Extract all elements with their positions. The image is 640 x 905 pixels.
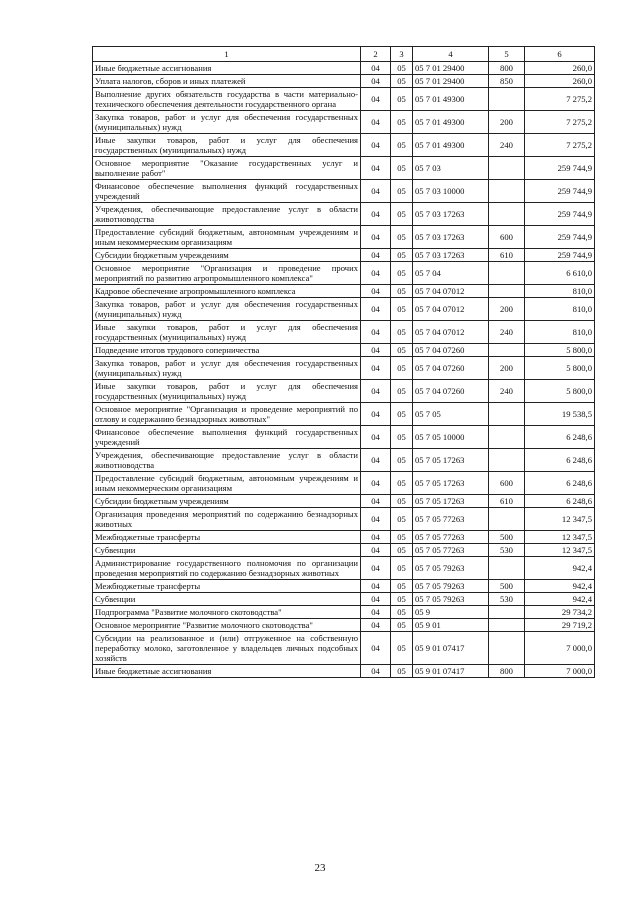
row-section: 04: [361, 226, 391, 249]
row-expense-type: 600: [489, 226, 525, 249]
row-target-code: 05 7 05 17263: [413, 449, 489, 472]
table-row: [93, 606, 595, 619]
row-section: 04: [361, 62, 391, 75]
table-row: [93, 531, 595, 544]
row-section: 04: [361, 593, 391, 606]
row-target-code: 05 7 04: [413, 262, 489, 285]
row-section: 04: [361, 426, 391, 449]
row-subsection: 05: [391, 403, 413, 426]
row-amount: 942,4: [525, 593, 595, 606]
row-expense-type: [489, 203, 525, 226]
row-expense-type: [489, 403, 525, 426]
row-amount: 942,4: [525, 580, 595, 593]
row-target-code: 05 7 03 17263: [413, 249, 489, 262]
row-name: Предоставление субсидий бюджетным, автономным учреждениям и иным некоммерческим организациям: [93, 472, 361, 495]
row-subsection: 05: [391, 593, 413, 606]
row-expense-type: [489, 632, 525, 665]
row-amount: 810,0: [525, 321, 595, 344]
table-row: [93, 62, 595, 75]
row-section: 04: [361, 344, 391, 357]
row-expense-type: 530: [489, 593, 525, 606]
row-target-code: 05 7 05 10000: [413, 426, 489, 449]
table-row: [93, 632, 595, 665]
row-amount: 5 800,0: [525, 357, 595, 380]
row-subsection: 05: [391, 557, 413, 580]
row-amount: 5 800,0: [525, 380, 595, 403]
row-amount: 29 719,2: [525, 619, 595, 632]
row-section: 04: [361, 285, 391, 298]
row-amount: 7 000,0: [525, 632, 595, 665]
row-section: 04: [361, 298, 391, 321]
table-row: [93, 344, 595, 357]
row-name: Межбюджетные трансферты: [93, 531, 361, 544]
row-target-code: 05 7 05 79263: [413, 593, 489, 606]
table-row: [93, 75, 595, 88]
row-target-code: 05 7 04 07012: [413, 298, 489, 321]
row-target-code: 05 7 01 49300: [413, 88, 489, 111]
page-number: 23: [314, 862, 326, 874]
table-row: [93, 557, 595, 580]
row-amount: 7 275,2: [525, 134, 595, 157]
row-expense-type: 800: [489, 665, 525, 678]
row-target-code: 05 7 05 79263: [413, 580, 489, 593]
row-amount: 5 800,0: [525, 344, 595, 357]
table-row: [93, 157, 595, 180]
header-col-4: 4: [413, 47, 489, 62]
row-expense-type: 240: [489, 380, 525, 403]
row-name: Кадровое обеспечение агропромышленного комплекса: [93, 285, 361, 298]
row-amount: 260,0: [525, 75, 595, 88]
row-amount: 259 744,9: [525, 157, 595, 180]
table-row: [93, 495, 595, 508]
row-section: 04: [361, 321, 391, 344]
row-target-code: 05 7 03: [413, 157, 489, 180]
row-expense-type: [489, 557, 525, 580]
row-subsection: 05: [391, 495, 413, 508]
row-amount: 6 610,0: [525, 262, 595, 285]
row-subsection: 05: [391, 180, 413, 203]
row-target-code: 05 7 05 77263: [413, 544, 489, 557]
row-expense-type: 610: [489, 249, 525, 262]
row-subsection: 05: [391, 75, 413, 88]
table-row: [93, 580, 595, 593]
row-section: 04: [361, 606, 391, 619]
table-row: [93, 449, 595, 472]
row-target-code: 05 7 03 17263: [413, 226, 489, 249]
table-row: [93, 593, 595, 606]
table-row: [93, 203, 595, 226]
row-name: Выполнение других обязательств государства в части материально-технического обеспечения деятельности государственного органа: [93, 88, 361, 111]
row-section: 04: [361, 472, 391, 495]
row-name: Учреждения, обеспечивающие предоставление услуг в области животноводства: [93, 203, 361, 226]
row-name: Учреждения, обеспечивающие предоставление услуг в области животноводства: [93, 449, 361, 472]
row-amount: 6 248,6: [525, 449, 595, 472]
row-target-code: 05 7 05 17263: [413, 495, 489, 508]
row-name: Предоставление субсидий бюджетным, автономным учреждениям и иным некоммерческим организациям: [93, 226, 361, 249]
row-amount: 7 275,2: [525, 111, 595, 134]
row-subsection: 05: [391, 111, 413, 134]
row-section: 04: [361, 380, 391, 403]
header-col-6: 6: [525, 47, 595, 62]
row-amount: 6 248,6: [525, 472, 595, 495]
row-target-code: 05 9 01: [413, 619, 489, 632]
row-target-code: 05 7 05: [413, 403, 489, 426]
row-amount: 12 347,5: [525, 508, 595, 531]
row-amount: 810,0: [525, 298, 595, 321]
row-name: Иные бюджетные ассигнования: [93, 62, 361, 75]
header-col-2: 2: [361, 47, 391, 62]
row-expense-type: 240: [489, 321, 525, 344]
row-target-code: 05 9 01 07417: [413, 665, 489, 678]
row-section: 04: [361, 357, 391, 380]
row-subsection: 05: [391, 449, 413, 472]
row-subsection: 05: [391, 321, 413, 344]
row-name: Иные бюджетные ассигнования: [93, 665, 361, 678]
row-target-code: 05 7 05 77263: [413, 508, 489, 531]
table-row: [93, 226, 595, 249]
header-col-5: 5: [489, 47, 525, 62]
row-section: 04: [361, 262, 391, 285]
header-col-1: 1: [93, 47, 361, 62]
row-expense-type: [489, 344, 525, 357]
row-target-code: 05 9: [413, 606, 489, 619]
row-section: 04: [361, 157, 391, 180]
row-expense-type: [489, 508, 525, 531]
row-target-code: 05 9 01 07417: [413, 632, 489, 665]
row-subsection: 05: [391, 357, 413, 380]
row-subsection: 05: [391, 88, 413, 111]
row-expense-type: [489, 285, 525, 298]
row-expense-type: [489, 606, 525, 619]
row-name: Закупка товаров, работ и услуг для обеспечения государственных (муниципальных) нужд: [93, 357, 361, 380]
row-section: 04: [361, 544, 391, 557]
table-row: [93, 321, 595, 344]
row-expense-type: [489, 88, 525, 111]
row-subsection: 05: [391, 632, 413, 665]
table-row: [93, 508, 595, 531]
row-expense-type: 240: [489, 134, 525, 157]
row-target-code: 05 7 04 07260: [413, 380, 489, 403]
table-row: [93, 134, 595, 157]
table-row: [93, 403, 595, 426]
table-row: [93, 249, 595, 262]
row-section: 04: [361, 531, 391, 544]
table-body: [93, 62, 595, 678]
table-row: [93, 180, 595, 203]
row-expense-type: [489, 262, 525, 285]
row-target-code: 05 7 04 07260: [413, 357, 489, 380]
row-expense-type: 600: [489, 472, 525, 495]
row-expense-type: 610: [489, 495, 525, 508]
table-row: [93, 380, 595, 403]
row-expense-type: 200: [489, 298, 525, 321]
row-subsection: 05: [391, 544, 413, 557]
row-subsection: 05: [391, 426, 413, 449]
row-amount: 7 275,2: [525, 88, 595, 111]
row-subsection: 05: [391, 344, 413, 357]
row-subsection: 05: [391, 580, 413, 593]
row-amount: 12 347,5: [525, 544, 595, 557]
table-row: [93, 262, 595, 285]
row-amount: 260,0: [525, 62, 595, 75]
row-name: Финансовое обеспечение выполнения функций государственных учреждений: [93, 180, 361, 203]
row-subsection: 05: [391, 472, 413, 495]
row-section: 04: [361, 249, 391, 262]
row-section: 04: [361, 665, 391, 678]
row-target-code: 05 7 05 77263: [413, 531, 489, 544]
row-target-code: 05 7 01 49300: [413, 111, 489, 134]
row-name: Субвенции: [93, 593, 361, 606]
row-name: Субсидии бюджетным учреждениям: [93, 495, 361, 508]
row-name: Межбюджетные трансферты: [93, 580, 361, 593]
row-amount: 259 744,9: [525, 249, 595, 262]
table-row: [93, 426, 595, 449]
row-target-code: 05 7 03 17263: [413, 203, 489, 226]
row-expense-type: 850: [489, 75, 525, 88]
row-subsection: 05: [391, 298, 413, 321]
row-target-code: 05 7 01 49300: [413, 134, 489, 157]
row-amount: 12 347,5: [525, 531, 595, 544]
row-name: Иные закупки товаров, работ и услуг для обеспечения государственных (муниципальных) нужд: [93, 380, 361, 403]
table-row: [93, 665, 595, 678]
row-target-code: 05 7 01 29400: [413, 62, 489, 75]
row-name: Основное мероприятие "Оказание государственных услуг и выполнение работ": [93, 157, 361, 180]
row-name: Основное мероприятие "Организация и проведение мероприятий по отлову и содержанию безнадзорных животных": [93, 403, 361, 426]
row-target-code: 05 7 01 29400: [413, 75, 489, 88]
row-name: Организация проведения мероприятий по содержанию безнадзорных животных: [93, 508, 361, 531]
row-expense-type: 200: [489, 111, 525, 134]
row-subsection: 05: [391, 226, 413, 249]
row-expense-type: [489, 619, 525, 632]
row-subsection: 05: [391, 157, 413, 180]
row-name: Закупка товаров, работ и услуг для обеспечения государственных (муниципальных) нужд: [93, 111, 361, 134]
table-row: [93, 298, 595, 321]
row-name: Субвенции: [93, 544, 361, 557]
row-name: Основное мероприятие "Организация и проведение прочих мероприятий по развитию агропромышленного комплекса": [93, 262, 361, 285]
row-section: 04: [361, 75, 391, 88]
row-subsection: 05: [391, 62, 413, 75]
row-subsection: 05: [391, 203, 413, 226]
row-section: 04: [361, 508, 391, 531]
row-name: Администрирование государственного полномочия по организации проведения мероприятий по содержанию безнадзорных животных: [93, 557, 361, 580]
row-name: Иные закупки товаров, работ и услуг для обеспечения государственных (муниципальных) нужд: [93, 134, 361, 157]
row-target-code: 05 7 04 07012: [413, 321, 489, 344]
row-subsection: 05: [391, 619, 413, 632]
budget-table: [92, 46, 595, 678]
table-row: [93, 472, 595, 495]
row-expense-type: 530: [489, 544, 525, 557]
row-amount: 29 734,2: [525, 606, 595, 619]
row-target-code: 05 7 04 07012: [413, 285, 489, 298]
table-row: [93, 88, 595, 111]
row-amount: 6 248,6: [525, 495, 595, 508]
row-expense-type: [489, 426, 525, 449]
row-expense-type: 800: [489, 62, 525, 75]
row-target-code: 05 7 05 79263: [413, 557, 489, 580]
row-name: Подведение итогов трудового соперничества: [93, 344, 361, 357]
row-section: 04: [361, 632, 391, 665]
row-section: 04: [361, 557, 391, 580]
row-target-code: 05 7 05 17263: [413, 472, 489, 495]
row-expense-type: 200: [489, 357, 525, 380]
row-section: 04: [361, 495, 391, 508]
row-section: 04: [361, 403, 391, 426]
row-name: Финансовое обеспечение выполнения функций государственных учреждений: [93, 426, 361, 449]
row-amount: 7 000,0: [525, 665, 595, 678]
row-amount: 259 744,9: [525, 203, 595, 226]
row-name: Иные закупки товаров, работ и услуг для обеспечения государственных (муниципальных) нужд: [93, 321, 361, 344]
row-amount: 19 538,5: [525, 403, 595, 426]
row-name: Основное мероприятие "Развитие молочного скотоводства": [93, 619, 361, 632]
row-amount: 6 248,6: [525, 426, 595, 449]
row-subsection: 05: [391, 249, 413, 262]
row-subsection: 05: [391, 508, 413, 531]
row-section: 04: [361, 134, 391, 157]
row-subsection: 05: [391, 531, 413, 544]
row-subsection: 05: [391, 380, 413, 403]
row-subsection: 05: [391, 665, 413, 678]
row-expense-type: [489, 449, 525, 472]
row-amount: 942,4: [525, 557, 595, 580]
row-amount: 810,0: [525, 285, 595, 298]
row-name: Субсидии на реализованное и (или) отгруженное на собственную переработку молоко, заготовленное у владельцев личных подсобных хозяйств: [93, 632, 361, 665]
table-row: [93, 285, 595, 298]
row-name: Подпрограмма "Развитие молочного скотоводства": [93, 606, 361, 619]
row-subsection: 05: [391, 134, 413, 157]
row-section: 04: [361, 449, 391, 472]
row-section: 04: [361, 203, 391, 226]
row-subsection: 05: [391, 262, 413, 285]
row-name: Уплата налогов, сборов и иных платежей: [93, 75, 361, 88]
table-row: [93, 357, 595, 380]
row-expense-type: [489, 157, 525, 180]
row-amount: 259 744,9: [525, 226, 595, 249]
row-expense-type: 500: [489, 531, 525, 544]
header-col-3: 3: [391, 47, 413, 62]
table-row: [93, 111, 595, 134]
table-row: [93, 619, 595, 632]
row-section: 04: [361, 619, 391, 632]
row-expense-type: [489, 180, 525, 203]
row-subsection: 05: [391, 606, 413, 619]
row-section: 04: [361, 88, 391, 111]
row-section: 04: [361, 580, 391, 593]
row-section: 04: [361, 111, 391, 134]
row-expense-type: 500: [489, 580, 525, 593]
table-row: [93, 544, 595, 557]
row-name: Субсидии бюджетным учреждениям: [93, 249, 361, 262]
row-amount: 259 744,9: [525, 180, 595, 203]
row-target-code: 05 7 04 07260: [413, 344, 489, 357]
row-subsection: 05: [391, 285, 413, 298]
row-target-code: 05 7 03 10000: [413, 180, 489, 203]
row-section: 04: [361, 180, 391, 203]
row-name: Закупка товаров, работ и услуг для обеспечения государственных (муниципальных) нужд: [93, 298, 361, 321]
table-header-row: [93, 47, 595, 62]
